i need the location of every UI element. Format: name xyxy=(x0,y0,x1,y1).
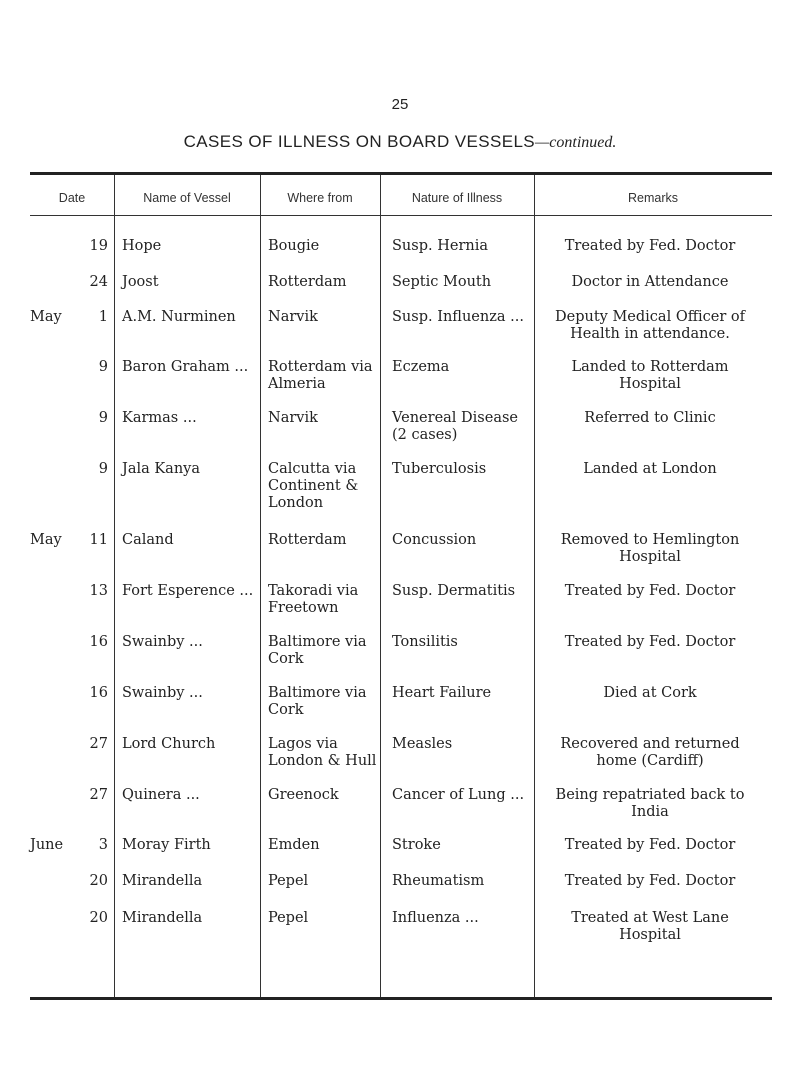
vessel-name: Caland xyxy=(122,532,174,548)
date-month: May xyxy=(30,309,62,325)
vessel-name: Hope xyxy=(122,238,162,254)
date-day: 9 xyxy=(98,461,108,477)
date-day: 20 xyxy=(89,910,108,926)
vessel-name: Karmas ... xyxy=(122,410,197,426)
where-from: Narvik xyxy=(268,309,318,325)
table-row xyxy=(30,309,772,359)
table-row xyxy=(30,532,772,582)
remarks: Doctor in Attendance xyxy=(571,274,729,290)
header-remarks: Remarks xyxy=(627,191,678,205)
vessel-name: Quinera ... xyxy=(122,787,200,803)
where-from: Lagos via London & Hull xyxy=(268,736,377,769)
date-day: 13 xyxy=(89,583,108,599)
illness-table xyxy=(30,172,772,1000)
vessel-name: Moray Firth xyxy=(122,837,211,853)
remarks: Died at Cork xyxy=(603,685,697,701)
illness-nature: Susp. Influenza ... xyxy=(392,309,524,325)
illness-nature: Susp. Hernia xyxy=(392,238,488,254)
date-day: 1 xyxy=(98,309,108,325)
date-day: 20 xyxy=(89,873,108,889)
table-row xyxy=(30,910,772,960)
table-top-rule xyxy=(30,172,772,175)
remarks: Treated by Fed. Doctor xyxy=(564,837,736,853)
vessel-name: Joost xyxy=(122,274,159,290)
remarks: Referred to Clinic xyxy=(584,410,716,426)
table-row xyxy=(30,359,772,409)
table-row xyxy=(30,787,772,837)
where-from: Rotterdam xyxy=(268,532,347,548)
illness-nature: Concussion xyxy=(392,532,477,548)
illness-nature: Tuberculosis xyxy=(392,461,487,477)
illness-nature: Eczema xyxy=(392,359,450,375)
remarks: Treated by Fed. Doctor xyxy=(564,238,736,254)
table-row xyxy=(30,685,772,735)
table-row xyxy=(30,583,772,633)
vessel-name: Swainby ... xyxy=(122,634,203,650)
illness-nature: Heart Failure xyxy=(392,685,492,701)
date-day: 3 xyxy=(98,837,108,853)
date-day: 27 xyxy=(89,736,108,752)
where-from: Rotterdam via Almeria xyxy=(268,359,373,392)
header-rule xyxy=(30,215,772,216)
table-row xyxy=(30,736,772,786)
illness-nature: Venereal Disease (2 cases) xyxy=(392,410,518,443)
illness-nature: Tonsilitis xyxy=(392,634,458,650)
illness-nature: Septic Mouth xyxy=(392,274,492,290)
illness-nature: Susp. Dermatitis xyxy=(392,583,516,599)
remarks: Treated by Fed. Doctor xyxy=(564,634,736,650)
where-from: Narvik xyxy=(268,410,318,426)
where-from: Calcutta via Continent & London xyxy=(268,461,359,511)
where-from: Takoradi via Freetown xyxy=(268,583,359,616)
date-day: 9 xyxy=(98,359,108,375)
remarks: Treated by Fed. Doctor xyxy=(564,873,736,889)
vessel-name: A.M. Nurminen xyxy=(122,309,236,325)
header-date: Date xyxy=(58,191,86,205)
where-from: Baltimore via Cork xyxy=(268,634,367,667)
date-day: 9 xyxy=(98,410,108,426)
illness-nature: Stroke xyxy=(392,837,441,853)
date-day: 19 xyxy=(89,238,108,254)
where-from: Baltimore via Cork xyxy=(268,685,367,718)
where-from: Bougie xyxy=(268,238,320,254)
where-from: Pepel xyxy=(268,873,309,889)
page-title xyxy=(0,132,800,152)
title-suffix: —continued. xyxy=(535,134,617,151)
date-month: May xyxy=(30,532,62,548)
remarks: Landed to Rotterdam Hospital xyxy=(571,359,729,392)
title-text: CASES OF ILLNESS ON BOARD VESSELS xyxy=(183,132,536,151)
vessel-name: Mirandella xyxy=(122,910,203,926)
remarks: Treated by Fed. Doctor xyxy=(564,583,736,599)
date-month: June xyxy=(30,837,64,853)
illness-nature: Rheumatism xyxy=(392,873,485,889)
date-day: 24 xyxy=(89,274,108,290)
table-bottom-rule xyxy=(30,997,772,1000)
remarks: Being repatriated back to India xyxy=(555,787,745,820)
vessel-name: Swainby ... xyxy=(122,685,203,701)
illness-nature: Measles xyxy=(392,736,453,752)
illness-nature: Cancer of Lung ... xyxy=(392,787,525,803)
vessel-name: Lord Church xyxy=(122,736,216,752)
remarks: Deputy Medical Officer of Health in attendance. xyxy=(555,309,745,342)
table-row xyxy=(30,461,772,511)
header-illness: Nature of Illness xyxy=(411,191,503,205)
illness-nature: Influenza ... xyxy=(392,910,479,926)
where-from: Pepel xyxy=(268,910,309,926)
remarks: Recovered and returned home (Cardiff) xyxy=(560,736,740,769)
table-row xyxy=(30,634,772,684)
date-day: 11 xyxy=(89,532,108,548)
where-from: Greenock xyxy=(268,787,339,803)
vessel-name: Fort Esperence ... xyxy=(122,583,254,599)
vessel-name: Jala Kanya xyxy=(122,461,201,477)
date-day: 16 xyxy=(89,685,108,701)
vessel-name: Mirandella xyxy=(122,873,203,889)
header-from: Where from xyxy=(287,191,353,205)
date-day: 27 xyxy=(89,787,108,803)
where-from: Rotterdam xyxy=(268,274,347,290)
page-number: 25 xyxy=(391,96,409,113)
remarks: Removed to Hemlington Hospital xyxy=(560,532,740,565)
remarks: Treated at West Lane Hospital xyxy=(571,910,729,943)
where-from: Emden xyxy=(268,837,320,853)
table-row xyxy=(30,410,772,460)
date-day: 16 xyxy=(89,634,108,650)
header-vessel: Name of Vessel xyxy=(143,191,231,205)
remarks: Landed at London xyxy=(583,461,717,477)
vessel-name: Baron Graham ... xyxy=(122,359,249,375)
